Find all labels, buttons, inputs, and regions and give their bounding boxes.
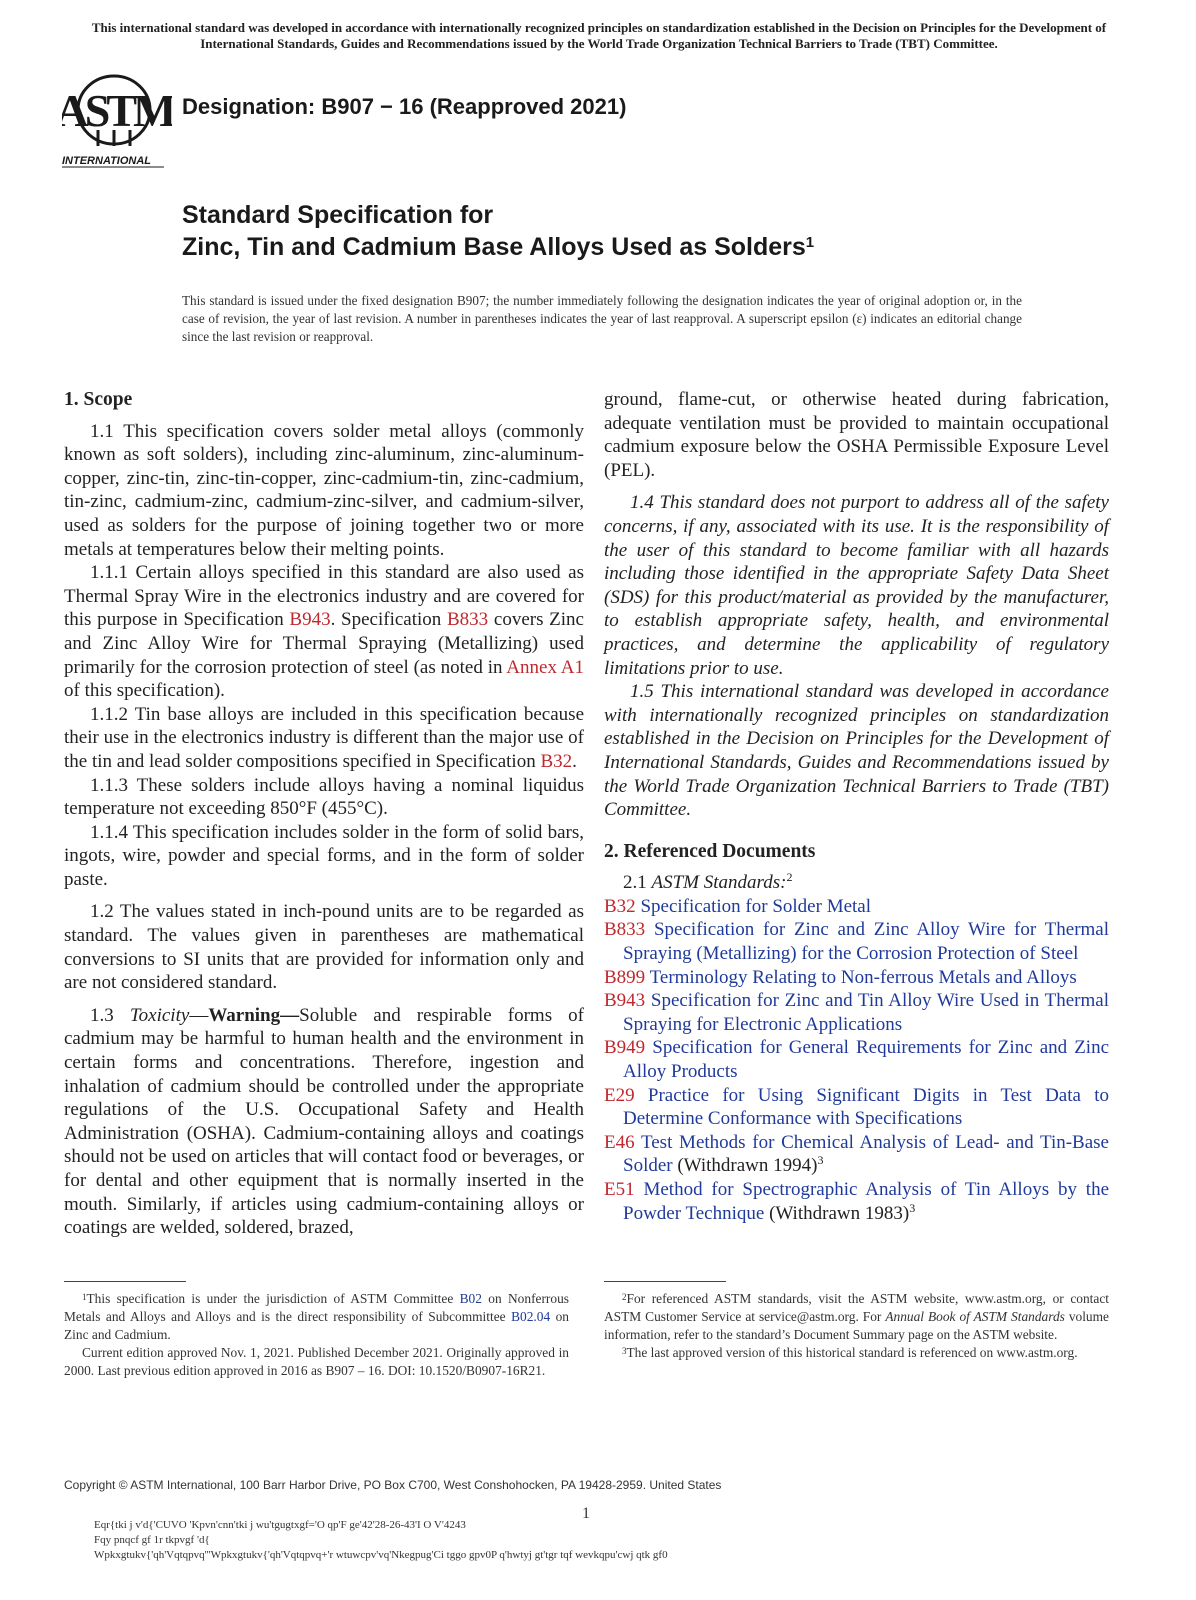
reference-title-link[interactable]: Terminology Relating to Non-ferrous Metals and Alloys xyxy=(649,966,1077,988)
astm-logo xyxy=(62,70,172,170)
logo-letters: ASTM xyxy=(62,85,172,136)
license-line-1: Eqr{tki j v'd{'CUVO 'Kpvn'cnn'tki j wu'tgugtxgf='O qp'F ge'42'28-26-43'I O V'4243 xyxy=(94,1519,466,1531)
reference-code-link[interactable]: B899 xyxy=(604,966,646,988)
reference-item xyxy=(604,1131,1109,1178)
astm-standards-intro xyxy=(604,871,1109,895)
reference-code-link[interactable]: B943 xyxy=(604,990,646,1012)
footnote-divider-left xyxy=(64,1281,186,1282)
footnote-3 xyxy=(604,1344,1109,1362)
footnote-2-text: volume information, refer to the standard’s Document Summary page on the ASTM website. xyxy=(604,1309,1109,1342)
para-1-1-1-text: 1.1.1 Certain alloys specified in this standard are also used as Thermal Spray Wire in the electronics industry and are covered for this purpose in Specification xyxy=(64,562,584,631)
reference-item xyxy=(604,918,1109,965)
footnote-1-text: This specification is under the jurisdiction of ASTM Committee xyxy=(86,1291,460,1306)
scope-heading: 1. Scope xyxy=(64,389,133,410)
reference-code-link[interactable]: B833 xyxy=(604,919,646,941)
link-b833[interactable]: B833 xyxy=(447,609,489,631)
footnote-2-mark: 2 xyxy=(622,1292,627,1302)
para-1-1-1-text: . Specification xyxy=(330,609,447,631)
reference-footnote-mark: 3 xyxy=(909,1200,916,1215)
para-1-1-1-text: of this specification). xyxy=(64,680,225,702)
link-b02[interactable]: B02 xyxy=(459,1291,482,1306)
para-1-3-num: 1.3 xyxy=(90,1004,130,1026)
astm-standards-label: ASTM Standards: xyxy=(651,872,787,894)
para-1-1-4: 1.1.4 This specification includes solder in the form of solid bars, ingots, wire, powder and special forms, and in the form of solder paste. xyxy=(64,821,584,890)
para-1-3-continued: ground, flame-cut, or otherwise heated during fabrication, adequate ventilation must be provided to maintain occupational cadmium exposure below the OSHA Permissible Exposure Level (PEL). xyxy=(604,389,1109,481)
para-1-1-1 xyxy=(64,561,584,703)
reference-title-link[interactable]: Test Methods for Chemical Analysis of Lead- and Tin-Base Solder xyxy=(623,1131,1109,1177)
reference-code-link[interactable]: E46 xyxy=(604,1131,635,1153)
footnote-3-text: The last approved version of this historical standard is referenced on www.astm.org. xyxy=(626,1345,1078,1360)
link-b32[interactable]: B32 xyxy=(540,750,573,772)
reference-item xyxy=(604,989,1109,1036)
footnote-1-edition: Current edition approved Nov. 1, 2021. Published December 2021. Originally approved in 2000. Last previous edition approved in 2016 as B907 – 16. DOI: 10.1520/B0907-16R21. xyxy=(64,1345,569,1378)
reference-footnote-mark: 3 xyxy=(817,1153,824,1168)
para-1-3-toxicity: Toxicity xyxy=(129,1004,190,1026)
reference-item xyxy=(604,1178,1109,1225)
reference-title-link[interactable]: Specification for Zinc and Tin Alloy Wire Used in Thermal Spraying for Electronic Applications xyxy=(623,990,1109,1035)
footnote-divider-right xyxy=(604,1281,726,1282)
para-1-4: 1.4 This standard does not purport to address all of the safety concerns, if any, associated with its use. It is the responsibility of the user of this standard to become familiar with all hazards including those identified in the appropriate Safety Data Sheet (SDS) for this product/material as provided by the manufacturer, to establish appropriate safety, health, and environmental practices, and determine the applicability of regulatory limitations prior to use. xyxy=(604,492,1109,679)
title-footnote-mark: 1 xyxy=(805,234,815,251)
footnotes-left xyxy=(64,1290,569,1380)
page-number: 1 xyxy=(582,1505,590,1522)
para-1-1-2-text: 1.1.2 Tin base alloys are included in this specification because their use in the electronics industry is different than the major use of the tin and lead solder compositions specified in Specification xyxy=(64,703,584,772)
footnote-1-text: on Zinc and Cadmium. xyxy=(64,1309,569,1342)
reference-title-link[interactable]: Specification for Zinc and Zinc Alloy Wire for Thermal Spraying (Metallizing) for the Corrosion Protection of Steel xyxy=(623,919,1110,965)
reference-title-link[interactable]: Method for Spectrographic Analysis of Tin Alloys by the Powder Technique xyxy=(623,1179,1110,1224)
referenced-documents-heading: 2. Referenced Documents xyxy=(604,840,816,862)
reference-item xyxy=(604,895,1109,919)
reference-code-link[interactable]: E51 xyxy=(604,1179,635,1200)
link-b02-04[interactable]: B02.04 xyxy=(511,1309,551,1324)
footnotes-right xyxy=(604,1290,1109,1362)
issuance-statement: This standard is issued under the fixed designation B907; the number immediately following the designation indicates the year of original adoption or, in the case of revision, the year of last revision. A number in parentheses indicates the year of last reapproval. A superscript epsilon (ε) indicates an editorial change since the last revision or reapproval. xyxy=(182,293,1022,344)
footnote-1-text: on Nonferrous Metals and Alloys and Alloys and is the direct responsibility of Subcommittee xyxy=(64,1291,569,1324)
license-watermark xyxy=(94,1518,668,1563)
para-1-1-3: 1.1.3 These solders include alloys having a nominal liquidus temperature not exceeding 850°F (455°C). xyxy=(64,774,584,820)
footnote-1 xyxy=(64,1290,569,1344)
para-1-1-1-text: covers Zinc and Zinc Alloy Wire for Thermal Spraying (Metallizing) used primarily for the corrosion protection of steel (as noted in xyxy=(64,609,584,678)
para-1-2: 1.2 The values stated in inch-pound units are to be regarded as standard. The values given in parentheses are mathematical conversions to SI units that are provided for information only and are not considered standard. xyxy=(64,901,584,994)
right-column xyxy=(604,388,1109,1225)
license-line-3: Wpkxgtukv{'qh'Vqtqpvq'''Wpkxgtukv{'qh'Vqtqpvq+'r wtuwcpv'vq'Nkegpug'Ci tggo gpv0P q'hwtyj gt'tgr tqf wevkqpu'cwj qtk gf0 xyxy=(94,1549,668,1561)
para-1-3-dash: — xyxy=(189,1004,209,1026)
para-1-1-2-text: . xyxy=(572,750,577,772)
reference-withdrawn-note: (Withdrawn 1994) xyxy=(672,1155,818,1177)
footnote-2-text: For referenced ASTM standards, visit the ASTM website, www.astm.org, or contact ASTM Customer Service at service@astm.org. For xyxy=(604,1291,1109,1324)
footnote-2-italic: Annual Book of ASTM Standards xyxy=(885,1309,1065,1324)
footnote-mark-2: 2 xyxy=(786,870,793,885)
copyright-line: Copyright © ASTM International, 100 Barr Harbor Drive, PO Box C700, West Conshohocken, PA 19428-2959. United States xyxy=(64,1478,722,1492)
footnote-2 xyxy=(604,1290,1109,1344)
designation: Designation: B907 − 16 (Reapproved 2021) xyxy=(182,94,627,119)
reference-item xyxy=(604,966,1109,990)
reference-withdrawn-note: (Withdrawn 1983) xyxy=(764,1202,910,1224)
footnote-1-mark: 1 xyxy=(82,1292,87,1302)
para-1-3-text: Soluble and respirable forms of cadmium may be harmful to human health and the environment in certain forms and concentrations. Therefore, ingestion and inhalation of cadmium should be controlled under the appropriate regulations of the U.S. Occupational Safety and Health Administration (OSHA). Cadmium-containing alloys and coatings should not be used on articles that will contact food or beverages, or for dental and other equipment that is normally inserted in the mouth. Similarly, if articles using cadmium-containing alloys or coatings are welded, soldered, brazed, xyxy=(64,1004,585,1239)
link-b943[interactable]: B943 xyxy=(289,609,331,631)
reference-code-link[interactable]: B32 xyxy=(604,895,636,917)
reference-item xyxy=(604,1084,1109,1131)
reference-code-link[interactable]: E29 xyxy=(604,1084,635,1106)
title-line-2 xyxy=(182,231,814,263)
logo-subtext: INTERNATIONAL xyxy=(62,155,152,167)
reference-item xyxy=(604,1036,1109,1083)
astm-logo-icon xyxy=(62,70,172,170)
document-title xyxy=(182,199,814,263)
referenced-documents-list xyxy=(604,895,1109,1225)
para-1-1: 1.1 This specification covers solder metal alloys (commonly known as soft solders), including zinc-aluminum, zinc-aluminum-copper, zinc-tin, zinc-tin-copper, zinc-cadmium-tin, zinc-cadmium, tin-zinc, cadmium-zinc, cadmium-zinc-silver, and cadmium-silver, used as solders for the purpose of joining together two or more metals at temperatures below their melting points. xyxy=(64,420,584,560)
reference-title-link[interactable]: Specification for General Requirements for Zinc and Zinc Alloy Products xyxy=(623,1037,1110,1083)
astm-standards-num: 2.1 xyxy=(623,872,652,894)
license-line-2: Fqy pnqcf gf 1r tkpvgf 'd{ xyxy=(94,1534,210,1546)
title-line-2-text: Zinc, Tin and Cadmium Base Alloys Used as Solders xyxy=(182,233,806,261)
para-1-3-warning: Warning— xyxy=(208,1004,300,1026)
link-annex-a1[interactable]: Annex A1 xyxy=(506,656,584,678)
footnote-3-mark: 3 xyxy=(622,1346,627,1356)
reference-code-link[interactable]: B949 xyxy=(604,1037,646,1059)
reference-title-link[interactable]: Practice for Using Significant Digits in Test Data to Determine Conformance with Specifications xyxy=(623,1084,1109,1130)
left-column xyxy=(64,388,584,1240)
para-1-5: 1.5 This international standard was developed in accordance with internationally recognized principles on standardization established in the Decision on Principles for the Development of International Standards, Guides and Recommendations issued by the World Trade Organization Technical Barriers to Trade (TBT) Committee. xyxy=(604,681,1109,821)
top-notice: This international standard was developed in accordance with internationally recognized principles on standardization established in the Decision on Principles for the Development of International Standards, Guides and Recommendations issued by the World Trade Organization Technical Barriers to Trade (TBT) Committee. xyxy=(91,20,1107,51)
title-line-1: Standard Specification for xyxy=(182,201,494,229)
para-1-3 xyxy=(64,1004,584,1240)
para-1-1-2 xyxy=(64,703,584,774)
reference-title-link[interactable]: Specification for Solder Metal xyxy=(640,895,872,917)
